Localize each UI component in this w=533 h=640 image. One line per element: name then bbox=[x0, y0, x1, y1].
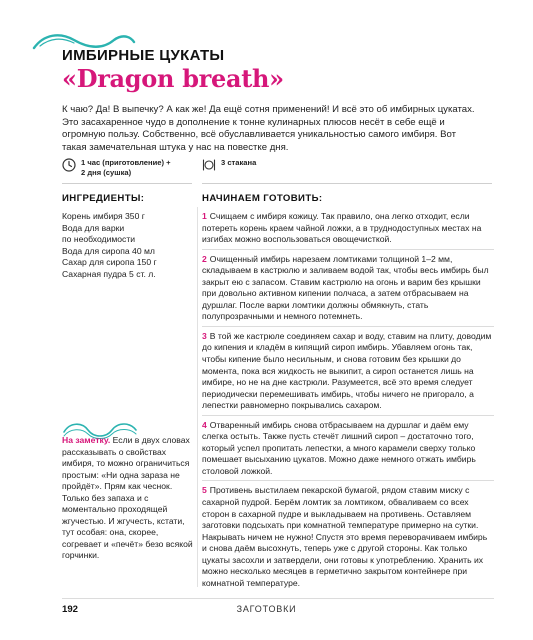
step-1 bbox=[202, 211, 494, 250]
step-number: 5 bbox=[202, 485, 207, 496]
list-item: Сахарная пудра 5 ст. л. bbox=[62, 268, 156, 279]
step-text: Счищаем с имбиря кожицу. Так правило, она легко отходит, если потереть корень краем чайной ложки, а в труднодоступных местах на изгибах можно воспользоваться овощечисткой. bbox=[202, 211, 482, 245]
step-text: В той же кастрюле соединяем сахар и воду, ставим на плиту, доводим до кипения и кладём в кипящий сироп имбирь. Убавляем огонь так, чтобы кипение было несильным, и снова готовим без крышки до момента, пока вся жидкость не выкипит, а сироп останется лишь на имбире, но не на дне кастрюли. Разумеется, всё это время следует периодически перемешивать имбирь, чтобы ничего не пригорало, а лепестки равномерно покрывались сахаром. bbox=[202, 330, 492, 411]
step-text: Отваренный имбирь снова отбрасываем на дуршлаг и даём ему слегка остыть. Также пусть стечёт лишний сироп – достаточно того, который успел пропитать лепестки, а много карамели сверху только помешает высыханию цукатов. Можно даже немного отжать имбирь столовой ложкой. bbox=[202, 419, 476, 476]
cooking-time bbox=[62, 158, 171, 177]
step-4 bbox=[202, 420, 494, 482]
cooking-time-text: 1 час (приготовление) + 2 дня (сушка) bbox=[81, 158, 171, 177]
list-item: Вода для сиропа 40 мл bbox=[62, 245, 155, 256]
column-divider bbox=[197, 207, 198, 587]
divider bbox=[202, 183, 492, 184]
step-text: Противень выстилаем пекарской бумагой, рядом ставим миску с сахарной пудрой. Берём ломтик за ломтиком, обваливаем со всех сторон в сахарной пудре и выкладываем на противень. Оставляем заготовки подсыхать при комнатной температуре примерно на сутки. Накрывать ничем не нужно! Спустя это время переворачиваем имбирь и снова даём высохнуть, теперь уже с другой стороны. Как только цукаты засохли и затвердели, они готовы к употреблению. Хранить их можно несколько месяцев в герметично закрытом контейнере при комнатной температуре. bbox=[202, 485, 488, 588]
section-name: ЗАГОТОВКИ bbox=[236, 604, 297, 614]
ingredients-list bbox=[62, 211, 192, 281]
step-text: Очищенный имбирь нарезаем ломтиками толщиной 1–2 мм, складываем в кастрюлю и заливаем водой так, чтобы весь имбирь был закрыт ею с запасом. Ставим кастрюлю на огонь и варим без крышки при довольно активном кипении полчаса, а затем отбрасываем на дуршлаг. После варки ломтики должны обмякнуть, стать полупрозрачными и немного потемнеть. bbox=[202, 253, 489, 322]
footer-divider bbox=[62, 598, 494, 599]
note-lead: На заметку. bbox=[62, 435, 111, 445]
page-number: 192 bbox=[62, 604, 79, 615]
side-note bbox=[62, 435, 194, 562]
plate-cutlery-icon bbox=[202, 158, 216, 172]
divider bbox=[62, 183, 192, 184]
list-item: Сахар для сиропа 150 г bbox=[62, 257, 157, 268]
step-5 bbox=[202, 485, 494, 592]
intro-paragraph: К чаю? Да! В выпечку? А как же! Да ещё сотня применений! И всё это об имбирных цукатах. Это засахаренное чудо в дополнение к тонне кулинарных плюсов несёт в себе ещё и огромную пользу. Собственно, всё обуславливается уникальностью самого имбиря. Вот такая замечательная штука у нас на повестке дня. bbox=[62, 104, 475, 153]
yield-text: 3 стакана bbox=[221, 158, 257, 167]
step-number: 3 bbox=[202, 330, 207, 341]
step-2 bbox=[202, 254, 494, 327]
note-text: Если в двух словах рассказывать о свойствах имбиря, то можно ограничиться простым: «Ни одна зараза не пройдёт». Прям как чеснок. Только без запаха и с моментально проходящей жгучестью. И жгучесть, кстати, тут особая: она, скорее, согревает и «печёт» безо всякой горчинки. bbox=[62, 435, 193, 561]
step-3 bbox=[202, 331, 494, 416]
method-steps bbox=[202, 211, 494, 596]
recipe-title: ИМБИРНЫЕ ЦУКАТЫ bbox=[62, 47, 225, 64]
method-heading: НАЧИНАЕМ ГОТОВИТЬ: bbox=[202, 193, 323, 204]
clock-icon bbox=[62, 158, 76, 172]
list-item: Корень имбиря 350 г bbox=[62, 211, 145, 221]
recipe-subtitle: «Dragon breath» bbox=[62, 64, 284, 93]
step-number: 1 bbox=[202, 211, 207, 221]
step-number: 2 bbox=[202, 253, 207, 264]
step-number: 4 bbox=[202, 419, 207, 430]
list-item: Вода для варки bbox=[62, 222, 125, 233]
yield-info bbox=[202, 158, 256, 172]
list-item: по необходимости bbox=[62, 234, 136, 245]
ingredients-heading: ИНГРЕДИЕНТЫ: bbox=[62, 193, 145, 204]
